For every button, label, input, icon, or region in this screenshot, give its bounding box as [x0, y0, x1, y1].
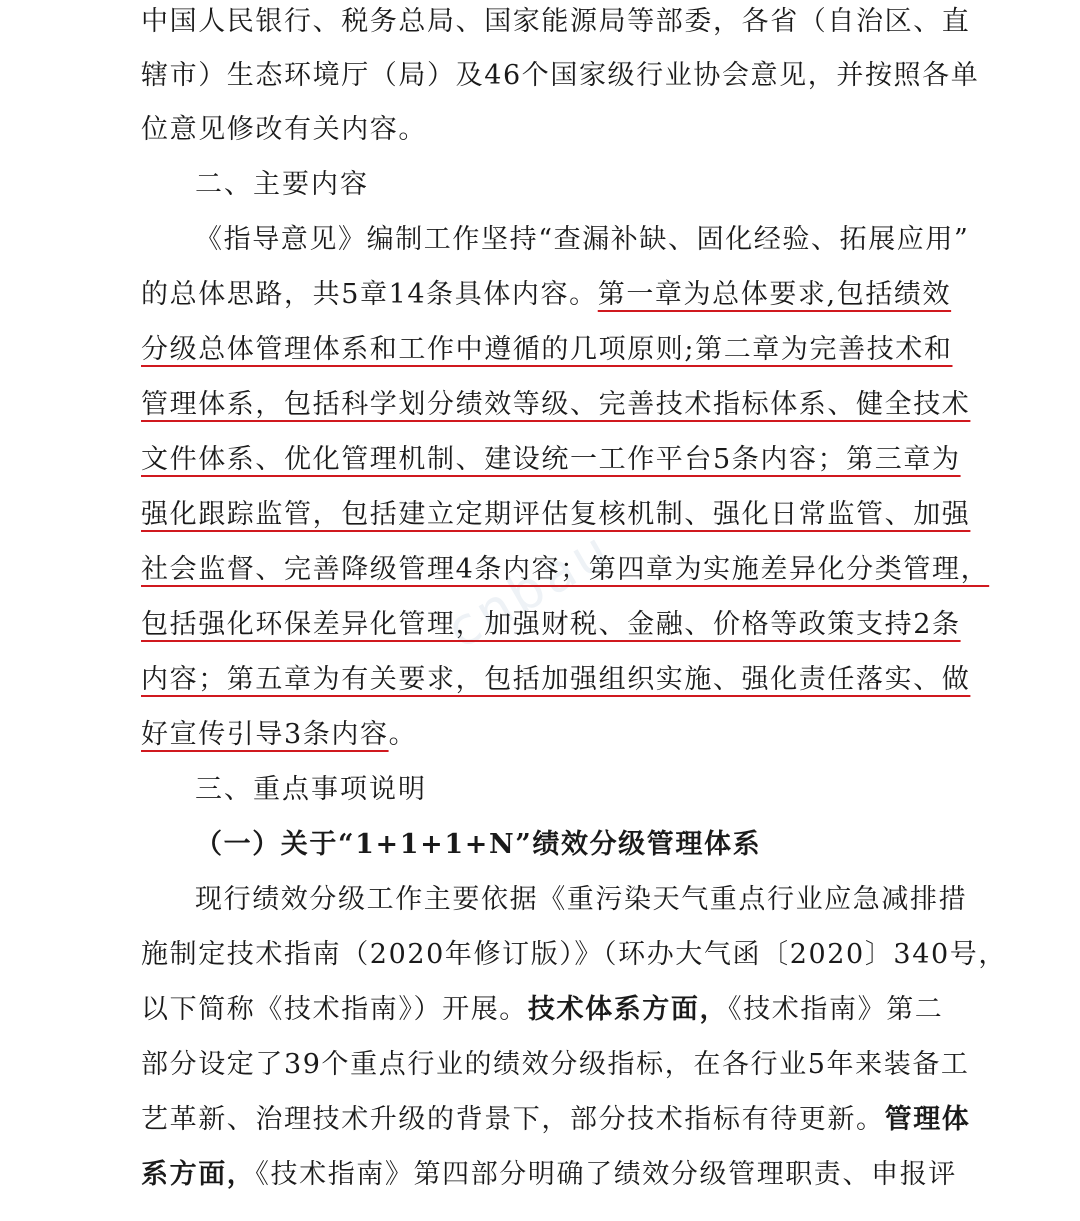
heading-text: 二、主要内容	[195, 169, 369, 200]
underlined-text: 强化跟踪监管，包括建立定期评估复核机制、强化日常监管、加强	[141, 499, 971, 530]
text-line-1	[141, 0, 971, 44]
text-line-7	[141, 328, 953, 372]
text-line-8	[141, 383, 971, 427]
text-line-13	[141, 658, 971, 702]
bold-text: 系方面，	[141, 1159, 256, 1190]
bold-text: 管理体	[884, 1104, 971, 1135]
subsection-heading-performance-system	[195, 823, 761, 867]
text-segment: 的总体思路，共5章14条具体内容。	[141, 279, 598, 310]
text-line-17	[195, 878, 968, 922]
text-segment: 中国人民银行、税务总局、国家能源局等部委，各省（自治区、直	[141, 6, 971, 37]
section-heading-key-matters	[195, 768, 427, 812]
text-line-10	[141, 493, 971, 537]
text-segment: 以下简称《技术指南》）开展。	[141, 994, 528, 1025]
underlined-text: 文件体系、优化管理机制、建设统一工作平台5条内容；第三章为	[141, 444, 961, 475]
underlined-text: 第一章为总体要求,包括绩效	[597, 279, 952, 310]
text-segment: 《技术指南》第二	[728, 994, 944, 1025]
text-line-2	[141, 54, 980, 98]
text-line-20	[141, 1043, 970, 1087]
text-segment: 位意见修改有关内容。	[141, 114, 427, 145]
text-line-14	[141, 713, 417, 757]
text-line-19	[141, 988, 944, 1032]
underlined-text: 好宣传引导3条内容	[141, 719, 389, 750]
text-segment: 辖市）生态环境厅（局）及46个国家级行业协会意见，并按照各单	[141, 60, 980, 91]
heading-text: 三、重点事项说明	[195, 774, 427, 805]
text-line-3	[141, 108, 427, 152]
heading-text: （一）关于“1+1+1+N”绩效分级管理体系	[195, 829, 762, 860]
text-segment: 《技术指南》第四部分明确了绩效分级管理职责、申报评	[255, 1159, 957, 1190]
watermark: cnbau	[437, 519, 623, 661]
underlined-text: 包括强化环保差异化管理，加强财税、金融、价格等政策支持2条	[141, 609, 961, 640]
text-segment: 。	[388, 719, 418, 750]
text-segment: 《指导意见》编制工作坚持“查漏补缺、固化经验、拓展应用”	[195, 224, 970, 255]
bold-text: 技术体系方面，	[527, 994, 729, 1025]
text-line-22	[141, 1153, 957, 1197]
text-line-5	[195, 218, 970, 262]
text-segment: 艺革新、治理技术升级的背景下，部分技术指标有待更新。	[141, 1104, 885, 1135]
underlined-text: 社会监督、完善降级管理4条内容；第四章为实施差异化分类管理，	[141, 554, 990, 585]
text-line-6	[141, 273, 952, 317]
text-line-21	[141, 1098, 971, 1142]
text-line-12	[141, 603, 961, 647]
text-line-18	[141, 933, 1007, 977]
text-line-11	[141, 548, 990, 592]
underlined-text: 分级总体管理体系和工作中遵循的几项原则;第二章为完善技术和	[141, 334, 953, 365]
text-segment: 现行绩效分级工作主要依据《重污染天气重点行业应急减排措	[195, 884, 968, 915]
section-heading-main-content	[195, 163, 369, 207]
underlined-text: 管理体系，包括科学划分绩效等级、完善技术指标体系、健全技术	[141, 389, 971, 420]
underlined-text: 内容；第五章为有关要求，包括加强组织实施、强化责任落实、做	[141, 664, 971, 695]
text-segment: 施制定技术指南（2020年修订版）》（环办大气函〔2020〕340号，	[141, 939, 1007, 970]
text-segment: 部分设定了39个重点行业的绩效分级指标，在各行业5年来装备工	[141, 1049, 970, 1080]
text-line-9	[141, 438, 961, 482]
